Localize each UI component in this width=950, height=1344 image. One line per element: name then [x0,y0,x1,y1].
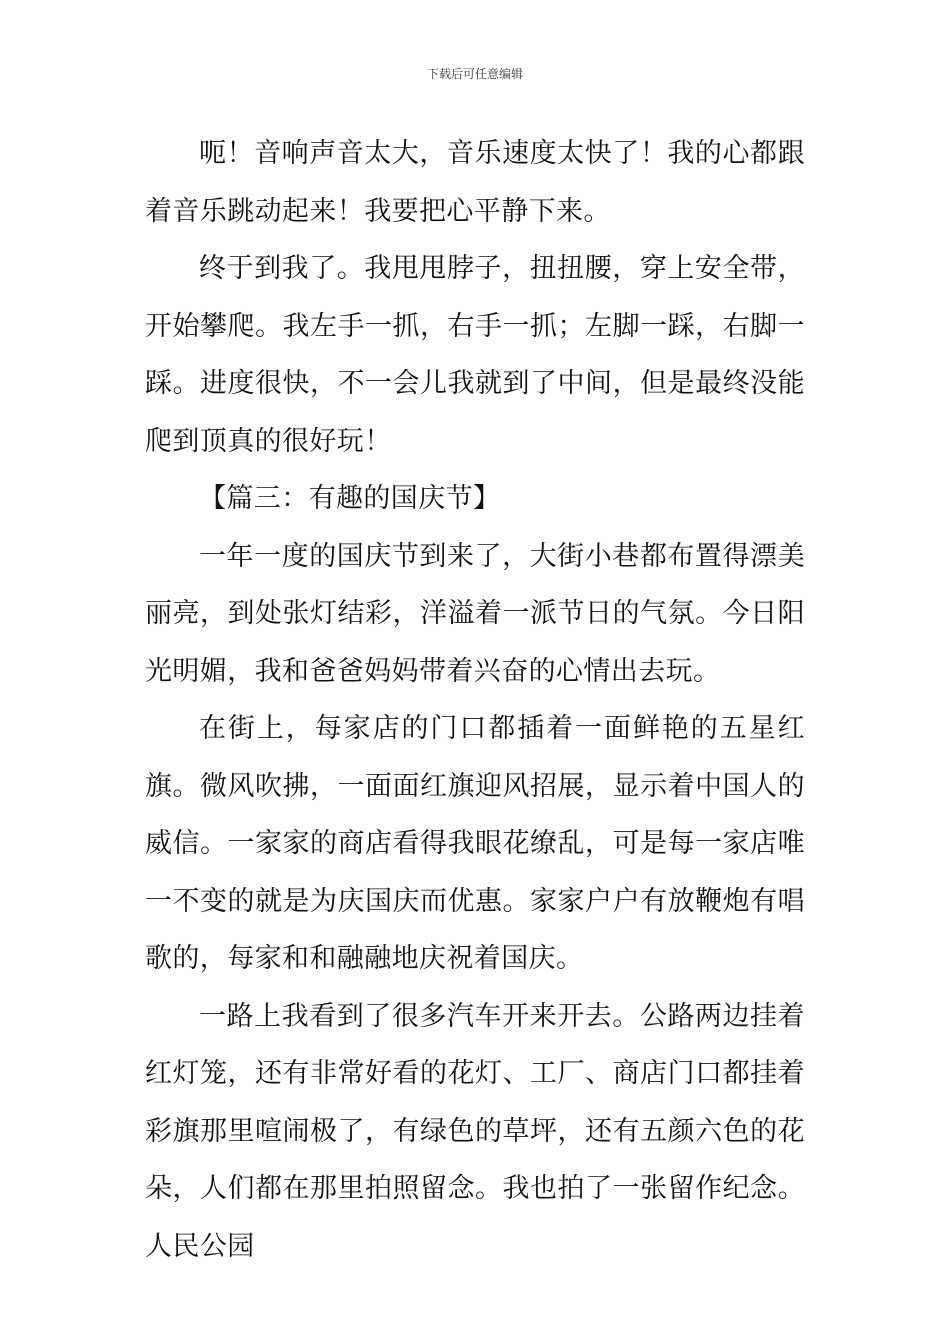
page-header-note: 下载后可任意编辑 [426,67,523,81]
paragraph-4: 在街上，每家店的门口都插着一面鲜艳的五星红旗。微风吹拂，一面面红旗迎风招展，显示着中国人的威信。一家家的商店看得我眼花缭乱，可是每一家店唯一不变的就是为庆国庆而优惠。家家户户有放鞭炮有唱歌的，每家和和融融地庆祝着国庆。 [145,713,805,974]
paragraph-1: 呃！音响声音太大，音乐速度太快了！我的心都跟着音乐跳动起来！我要把心平静下来。 [145,138,805,227]
paragraph-3: 一年一度的国庆节到来了，大街小巷都布置得漂美丽亮，到处张灯结彩，洋溢着一派节日的气氛。今日阳光明媚，我和爸爸妈妈带着兴奋的心情出去玩。 [145,540,805,687]
paragraph-5: 一路上我看到了很多汽车开来开去。公路两边挂着红灯笼，还有非常好看的花灯、工厂、商店门口都挂着彩旗那里喧闹极了，有绿色的草坪，还有五颜六色的花朵，人们都在那里拍照留念。我也拍了一张留作纪念。人民公园 [145,1000,805,1262]
document-body [145,125,805,1275]
section-heading: 【篇三：有趣的国庆节】 [199,483,501,514]
paragraph-2: 终于到我了。我甩甩脖子，扭扭腰，穿上安全带，开始攀爬。我左手一抓，右手一抓；左脚一踩，右脚一踩。进度很快，不一会儿我就到了中间，但是最终没能爬到顶真的很好玩！ [145,253,805,457]
